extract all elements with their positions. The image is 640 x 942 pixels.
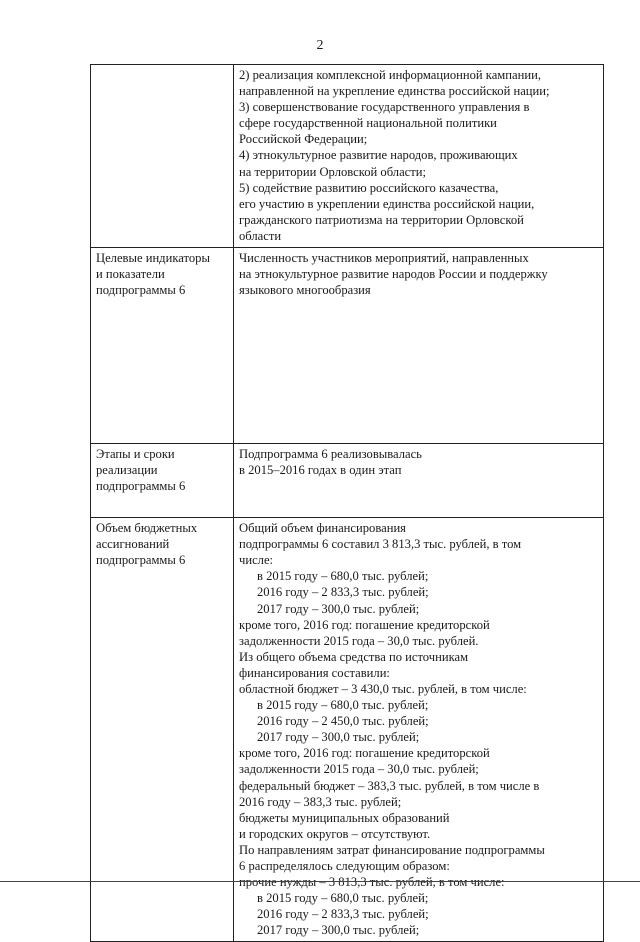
parameter-label-line: и показатели — [96, 267, 165, 282]
parameter-value-line: области — [239, 228, 282, 243]
parameter-value-line: финансирования составили: — [239, 665, 390, 680]
parameter-value-line: в 2015 году – 680,0 тыс. рублей; — [257, 569, 429, 584]
parameter-value-line: в 2015–2016 годах в один этап — [239, 463, 402, 478]
parameter-value-line: в 2015 году – 680,0 тыс. рублей; — [257, 891, 429, 906]
parameter-value-line: направленной на укрепление единства российской нации; — [239, 84, 550, 99]
parameter-value-line: 2017 году – 300,0 тыс. рублей; — [257, 730, 420, 745]
parameter-value-line: кроме того, 2016 год: погашение кредиторской — [239, 617, 490, 632]
parameter-value-line: 4) этнокультурное развитие народов, проживающих — [239, 148, 518, 163]
parameter-label-line: подпрограммы 6 — [96, 553, 186, 568]
parameter-value-line: 5) содействие развитию российского казачества, — [239, 180, 499, 195]
table-row — [91, 65, 604, 248]
parameter-label-cell — [91, 444, 234, 518]
parameter-value-line: Подпрограмма 6 реализовывалась — [239, 447, 422, 462]
parameter-value-line: 2017 году – 300,0 тыс. рублей; — [257, 601, 420, 616]
parameter-value-line: 6 распределялось следующим образом: — [239, 859, 450, 873]
parameter-value-line: сфере государственной национальной политики — [239, 116, 497, 131]
parameter-value-line: подпрограммы 6 составил 3 813,3 тыс. рублей, в том — [239, 537, 522, 552]
parameter-value-line: задолженности 2015 года – 30,0 тыс. рублей; — [239, 762, 479, 777]
parameter-value-line: прочие нужды – 3 813,3 тыс. рублей, в том числе: — [239, 875, 505, 890]
parameter-value-line: 2016 году – 383,3 тыс. рублей; — [239, 794, 402, 809]
parameter-value-line: его участию в укреплении единства российской нации, — [239, 196, 535, 211]
parameter-value-line: бюджеты муниципальных образований — [239, 810, 450, 825]
parameter-value-line: языкового многообразия — [239, 283, 371, 298]
parameter-label-line: Объем бюджетных — [96, 521, 198, 536]
parameter-label-line: Целевые индикаторы — [96, 251, 210, 266]
parameter-label-line: ассигнований — [96, 537, 170, 552]
parameter-label-line: реализации — [96, 463, 158, 478]
parameter-value-line: 2017 году – 300,0 тыс. рублей; — [257, 923, 420, 938]
parameter-label-cell — [91, 248, 234, 444]
subprogram-parameters-table — [90, 64, 604, 942]
parameter-label-line: подпрограммы 6 — [96, 283, 186, 298]
parameter-value-line: Из общего объема средства по источникам — [239, 649, 469, 664]
parameter-value-line: Общий объем финансирования — [239, 521, 406, 536]
parameter-value-line: областной бюджет – 3 430,0 тыс. рублей, в том числе: — [239, 681, 527, 696]
parameter-value-cell — [234, 444, 604, 518]
parameter-value-line: По направлениям затрат финансирование подпрограммы — [239, 842, 545, 857]
parameter-value-cell — [234, 248, 604, 444]
parameter-value-line: и городских округов – отсутствуют. — [239, 826, 431, 841]
parameter-value-line: 3) совершенствование государственного управления в — [239, 100, 530, 115]
parameter-value-line: 2016 году – 2 833,3 тыс. рублей; — [257, 585, 429, 600]
parameter-value-cell — [234, 65, 604, 248]
parameter-value-line: Российской Федерации; — [239, 132, 368, 147]
table-row — [91, 518, 604, 942]
parameter-value-cell — [234, 518, 604, 942]
parameter-value-line: на этнокультурное развитие народов России и поддержку — [239, 267, 548, 282]
footer-divider — [0, 881, 640, 882]
parameter-label-cell — [91, 65, 234, 248]
page-number: 2 — [316, 38, 324, 53]
parameter-value-line: федеральный бюджет – 383,3 тыс. рублей, в том числе в — [239, 778, 540, 793]
parameter-value-line: задолженности 2015 года – 30,0 тыс. рублей. — [239, 633, 479, 648]
table-row — [91, 248, 604, 444]
parameter-value-line: гражданского патриотизма на территории Орловской — [239, 212, 524, 227]
parameter-value-line: 2) реализация комплексной информационной кампании, — [239, 68, 541, 82]
parameter-value-line: на территории Орловской области; — [239, 164, 426, 179]
parameter-value-line: 2016 году – 2 450,0 тыс. рублей; — [257, 714, 429, 729]
parameter-value-line: 2016 году – 2 833,3 тыс. рублей; — [257, 907, 429, 922]
table-row — [91, 444, 604, 518]
parameter-value-line: числе: — [239, 553, 274, 568]
parameter-label-line: подпрограммы 6 — [96, 479, 186, 494]
table-body — [91, 65, 604, 942]
parameter-label-line: Этапы и сроки — [96, 447, 175, 462]
parameter-value-line: в 2015 году – 680,0 тыс. рублей; — [257, 698, 429, 713]
parameter-value-line: кроме того, 2016 год: погашение кредиторской — [239, 746, 490, 761]
parameter-value-line: Численность участников мероприятий, направленных — [239, 251, 529, 266]
parameter-label-cell — [91, 518, 234, 942]
